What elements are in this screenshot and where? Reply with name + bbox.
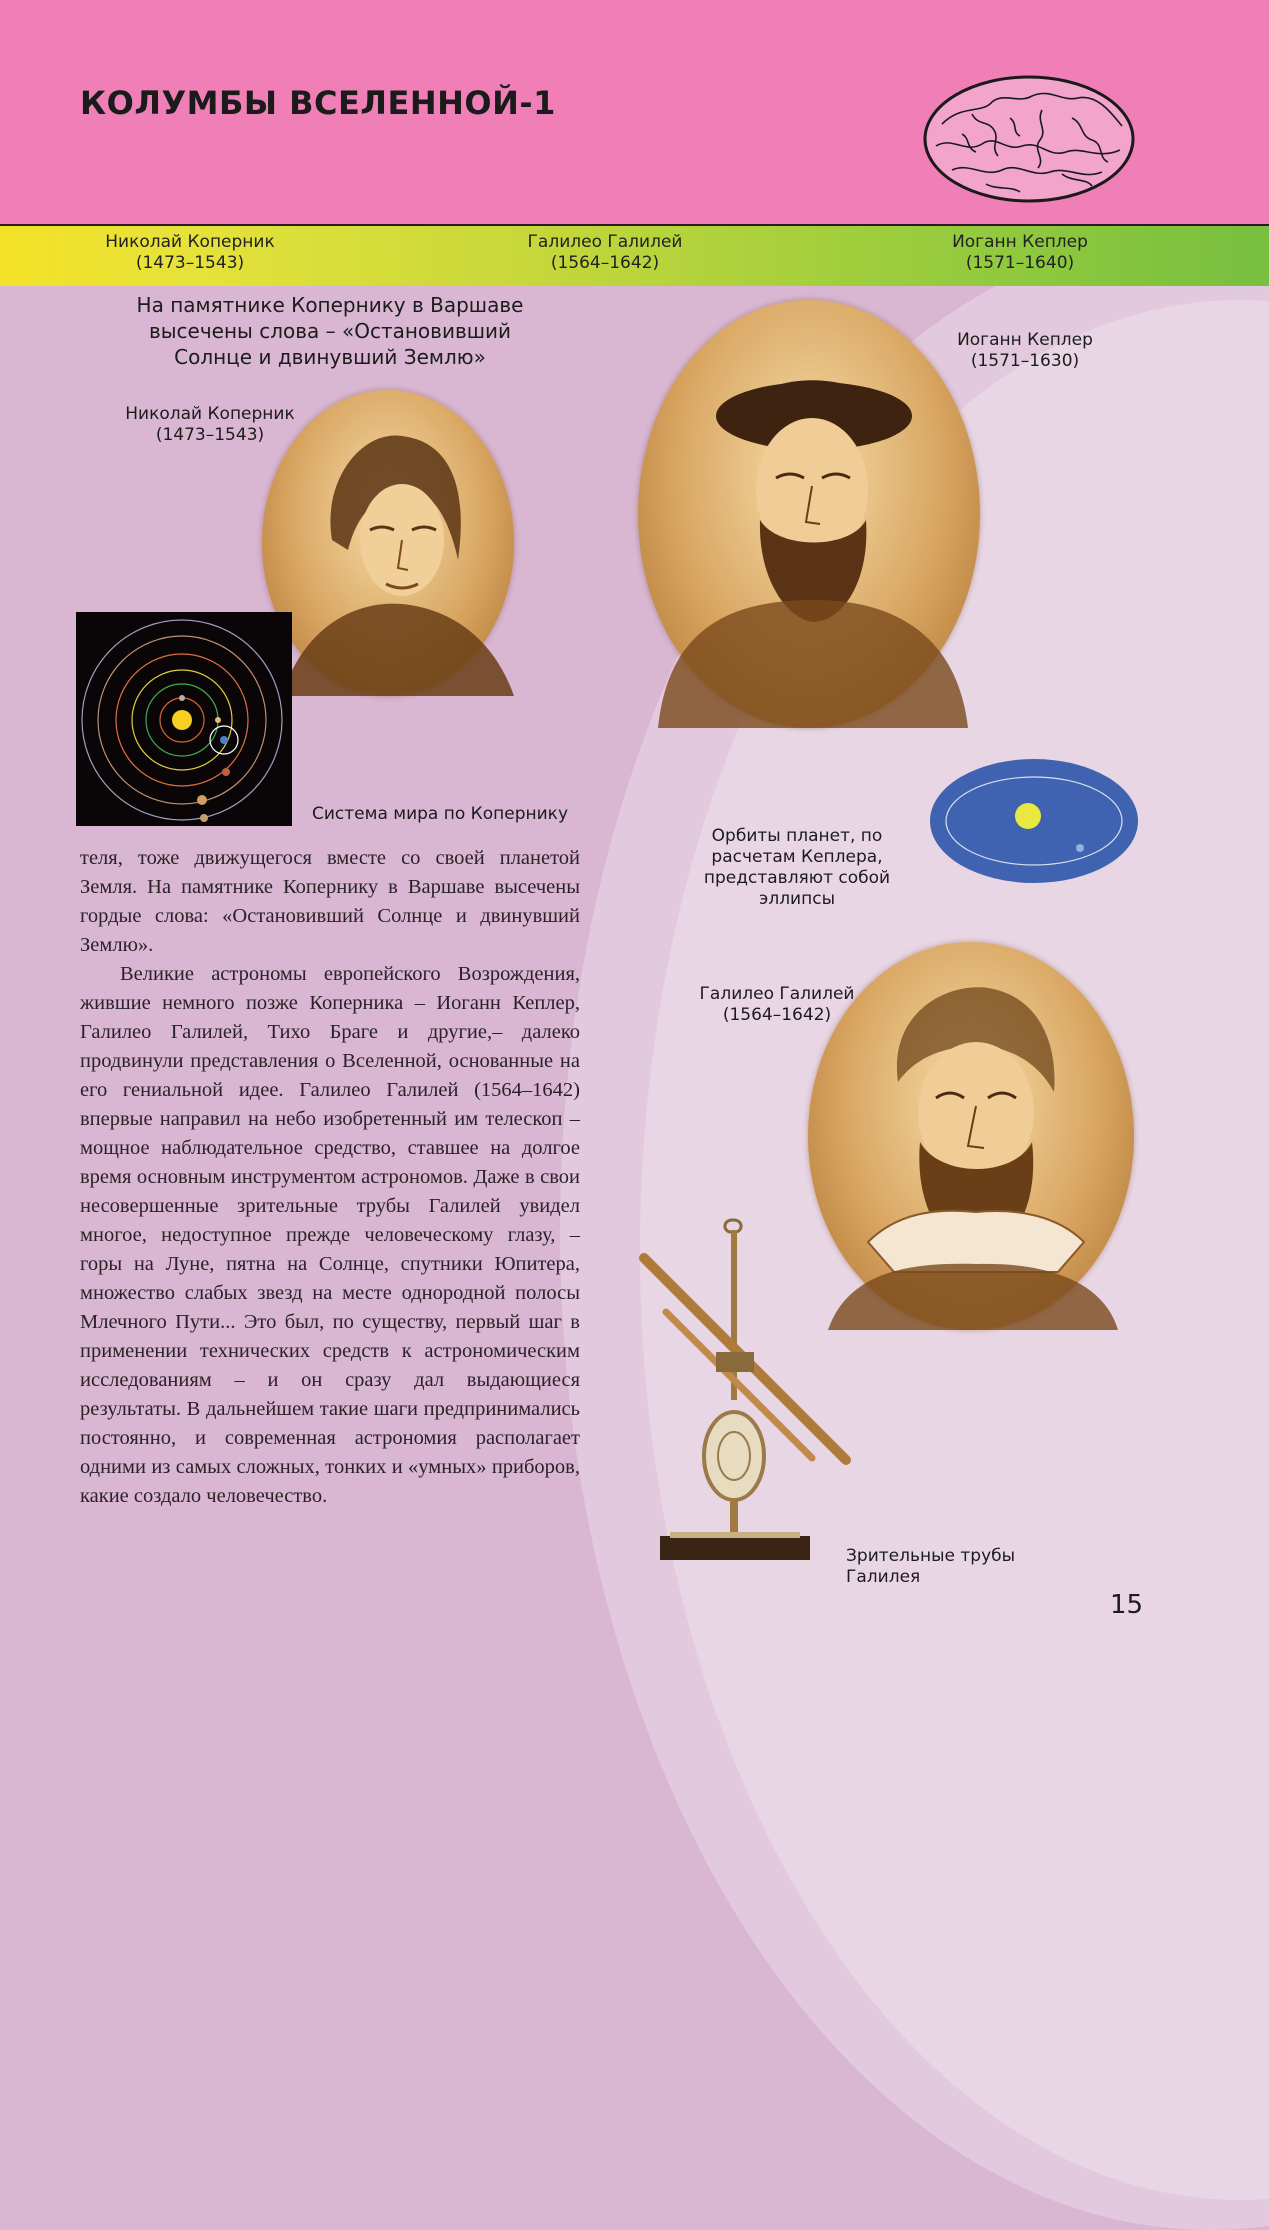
body-paragraph-1: теля, тоже движущегося вместе со своей планетой Земля. На памятнике Копернику в Варшаве высечены гордые слова: «Остановивший Солнце и двинувший Землю». [80, 847, 580, 956]
kepler-name: Иоганн Кеплер [957, 330, 1093, 350]
kepler-orbit-caption: Орбиты планет, по расчетам Кеплера, представляют собой эллипсы [703, 826, 891, 909]
timeline-years: (1571–1640) [965, 253, 1075, 273]
galileo-years: (1564–1642) [722, 1005, 832, 1025]
copernicus-years: (1473–1543) [155, 425, 265, 445]
kepler-orbit-image [928, 756, 1140, 886]
galileo-portrait [808, 942, 1134, 1330]
galileo-telescopes-image [636, 1216, 856, 1570]
page-number: 15 [1110, 1590, 1144, 1620]
kepler-portrait-drawing [638, 300, 980, 728]
galileo-name: Галилео Галилей [699, 984, 855, 1004]
kepler-portrait [638, 300, 980, 728]
timeline-years: (1564–1642) [550, 253, 660, 273]
timeline-item-galileo [495, 232, 715, 274]
body-paragraph-2: Великие астрономы европейского Возрождения, жившие немного позже Коперника – Иоганн Кеплер, Галилео Галилей, Тихо Браге и другие,– далеко продвинули представления о Вселенной, основанные на его гениальной идее. Галилео Галилей (1564–1642) впервые направил на небо изобретенный им телескоп – мощное наблюдательное средство, ставшее на долгое время основным инструментом астрономов. Даже в свои несовершенные зрительные трубы Галилей увидел многое, недоступное прежде человеческому глазу, – горы на Луне, пятна на Солнце, спутники Юпитера, множество слабых звезд на месте однородной полосы Млечного Пути... Это был, по существу, первый шаг в применении технических средств к астрономическим исследованиям – и он сразу дал выдающиеся результаты. В дальнейшем такие шаги предпринимались постоянно, и современная астрономия располагает одними из самых сложных, тонких и «умных» приборов, какие создало человечество. [80, 963, 580, 1507]
copernicus-name: Николай Коперник [125, 404, 295, 424]
page-header [0, 0, 1269, 226]
galileo-portrait-drawing [808, 942, 1134, 1330]
copernicus-portrait [262, 390, 514, 696]
timeline-years: (1473–1543) [135, 253, 245, 273]
copernican-system-caption: Система мира по Копернику [312, 804, 569, 824]
timeline-item-copernicus [80, 232, 300, 274]
timeline-name: Галилео Галилей [527, 232, 683, 252]
copernican-system-image [76, 612, 292, 826]
kepler-years: (1571–1630) [970, 351, 1080, 371]
timeline-name: Николай Коперник [105, 232, 275, 252]
timeline-item-kepler [910, 232, 1130, 274]
world-map-ellipse-icon [922, 74, 1136, 204]
telescopes-caption: Зрительные трубы Галилея [846, 1546, 1016, 1587]
copernicus-portrait-drawing [262, 390, 514, 696]
main-body-text [80, 844, 580, 1511]
timeline-bar [0, 226, 1269, 286]
monument-quote: На памятнике Копернику в Варшаве высечены слова – «Остановивший Солнце и двинувший Землю» [136, 293, 524, 369]
timeline-name: Иоганн Кеплер [952, 232, 1088, 252]
page-title: КОЛУМБЫ ВСЕЛЕННОЙ-1 [80, 84, 556, 122]
